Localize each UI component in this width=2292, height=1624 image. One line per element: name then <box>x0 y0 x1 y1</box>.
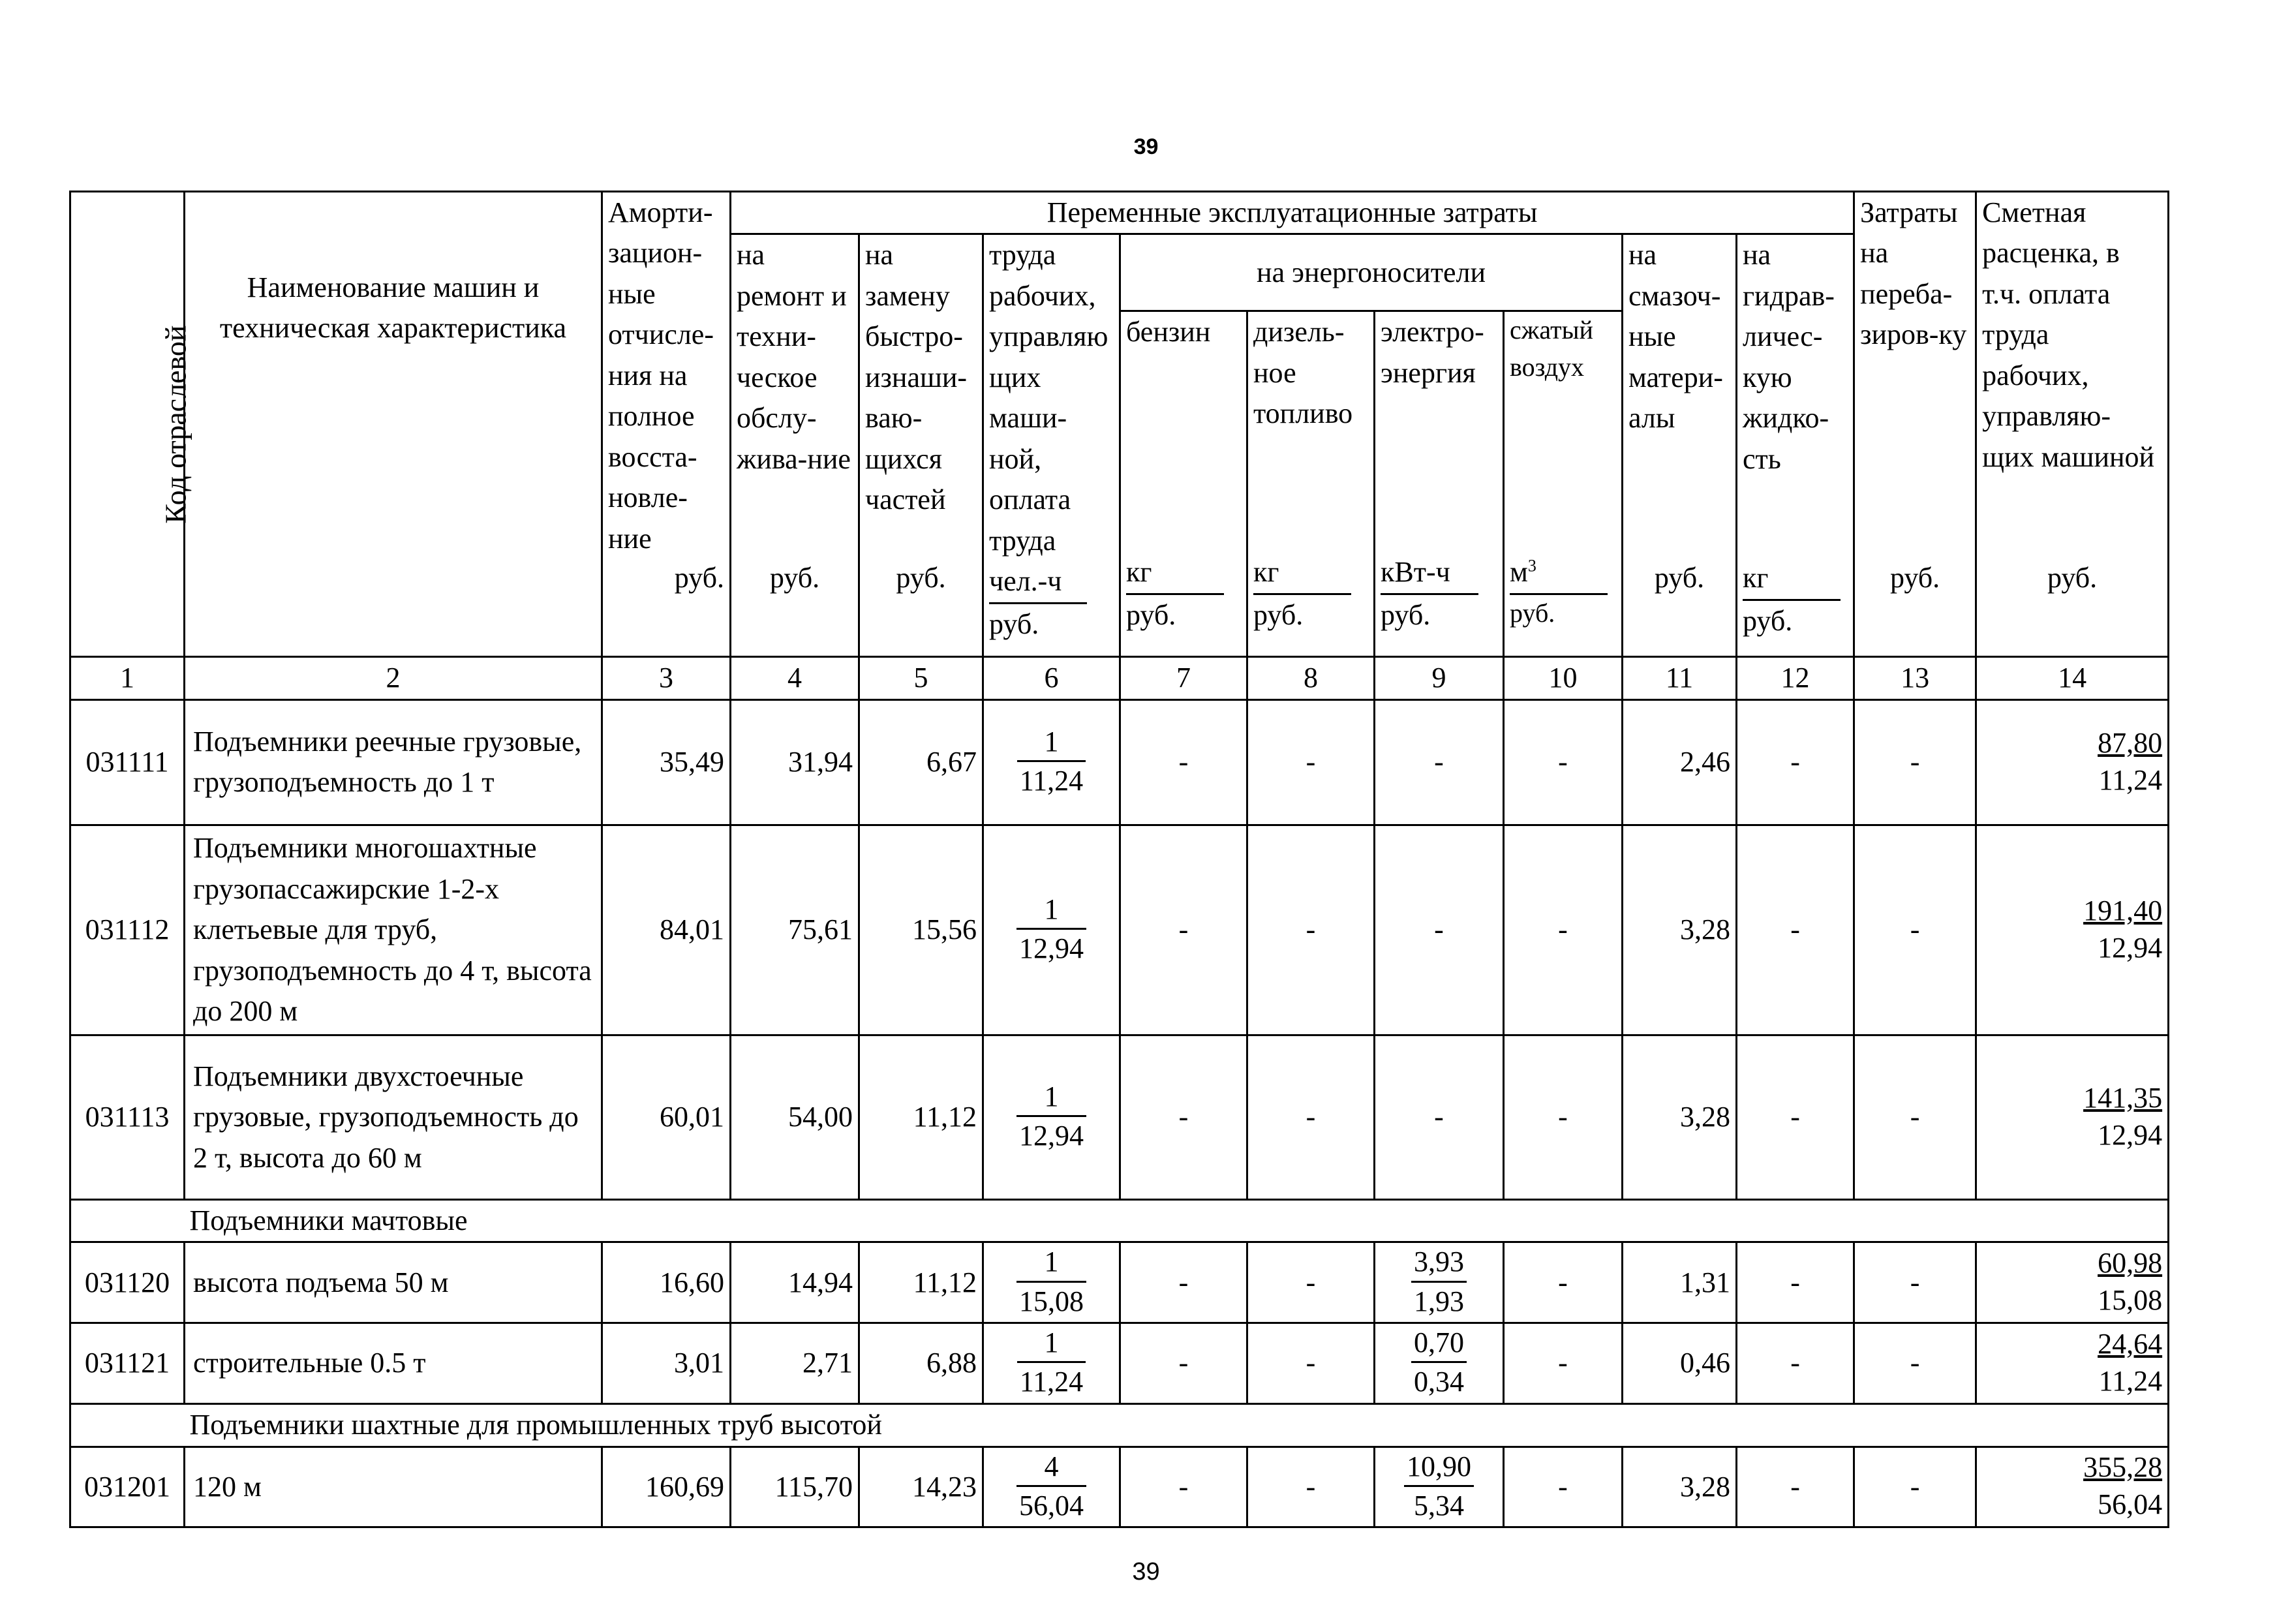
row-estimate-denominator: 12,94 <box>2098 931 2163 964</box>
header-amort: Аморти-зацион-ные отчисле-ния на полное восста-новле-ние руб. <box>602 192 731 657</box>
group-code-cell <box>70 1404 185 1447</box>
header-hydraulic-unit-den: руб. <box>1743 604 1793 637</box>
page-number-bottom: 39 <box>1132 1558 1160 1586</box>
row-name: Подъемники реечные грузовые, грузоподъемность до 1 т <box>185 699 602 825</box>
header-gasoline-unit-num: кг <box>1126 552 1224 594</box>
row-parts: 6,88 <box>859 1323 983 1404</box>
header-electric-unit-den: руб. <box>1381 598 1431 631</box>
row-estimate-denominator: 12,94 <box>2098 1118 2163 1151</box>
header-diesel: дизель-ное топливо кг руб. <box>1247 311 1375 657</box>
row-estimate-numerator: 87,80 <box>2098 726 2163 759</box>
row-parts: 11,12 <box>859 1242 983 1323</box>
row-lubricants: 3,28 <box>1623 825 1737 1035</box>
row-relocation: - <box>1854 699 1976 825</box>
row-estimate <box>1976 1323 2169 1404</box>
row-code: 031111 <box>70 699 185 825</box>
row-repair: 115,70 <box>731 1447 859 1527</box>
row-labor-numerator: 1 <box>1017 723 1086 762</box>
row-name: строительные 0.5 т <box>185 1323 602 1404</box>
row-estimate-numerator: 355,28 <box>2083 1451 2163 1484</box>
row-gasoline: - <box>1120 1035 1247 1199</box>
header-estimate-unit: руб. <box>2047 562 2098 594</box>
row-air: - <box>1504 1035 1623 1199</box>
header-amort-unit: руб. <box>674 562 724 594</box>
row-labor <box>983 1447 1120 1527</box>
row-diesel: - <box>1247 825 1375 1035</box>
row-electric-numerator: 3,93 <box>1411 1243 1467 1282</box>
header-electric: электро-энергия кВт-ч руб. <box>1375 311 1504 657</box>
row-estimate <box>1976 1447 2169 1527</box>
colnum: 2 <box>185 657 602 699</box>
row-lubricants: 0,46 <box>1623 1323 1737 1404</box>
row-labor <box>983 1242 1120 1323</box>
row-labor-denominator: 11,24 <box>1019 1366 1084 1398</box>
row-electric-denominator: 5,34 <box>1414 1489 1464 1522</box>
row-air: - <box>1504 1447 1623 1527</box>
row-estimate <box>1976 1242 2169 1323</box>
header-name: Наименование машин и техническая характеристика <box>185 192 602 657</box>
row-code: 031113 <box>70 1035 185 1199</box>
header-air-unit-den: руб. <box>1510 598 1555 628</box>
row-amort: 3,01 <box>602 1323 731 1404</box>
header-air: сжатый воздух $м^3$ руб. <box>1504 311 1623 657</box>
row-amort: 84,01 <box>602 825 731 1035</box>
row-hydraulic: - <box>1737 1242 1854 1323</box>
row-electric-denominator: 0,34 <box>1414 1366 1464 1398</box>
header-labor-unit-den: руб. <box>989 607 1039 640</box>
row-parts: 14,23 <box>859 1447 983 1527</box>
row-diesel: - <box>1247 1323 1375 1404</box>
row-diesel: - <box>1247 1035 1375 1199</box>
colnum: 9 <box>1375 657 1504 699</box>
row-air: - <box>1504 699 1623 825</box>
table-row <box>70 1242 2169 1323</box>
row-repair: 31,94 <box>731 699 859 825</box>
header-code: Код отраслевой <box>70 192 185 657</box>
table-row <box>70 1323 2169 1404</box>
row-air: - <box>1504 825 1623 1035</box>
row-labor-denominator: 12,94 <box>1019 932 1084 965</box>
colnum: 13 <box>1854 657 1976 699</box>
group-code-cell <box>70 1199 185 1242</box>
row-labor <box>983 1323 1120 1404</box>
header-relocation: Затраты на переба-зиров-ку руб. <box>1854 192 1976 657</box>
colnum: 5 <box>859 657 983 699</box>
row-estimate-numerator: 141,35 <box>2083 1081 2163 1114</box>
row-diesel: - <box>1247 1447 1375 1527</box>
row-estimate <box>1976 825 2169 1035</box>
table-row <box>70 699 2169 825</box>
row-hydraulic: - <box>1737 1323 1854 1404</box>
row-labor <box>983 1035 1120 1199</box>
row-electric <box>1375 1323 1504 1404</box>
row-code: 031120 <box>70 1242 185 1323</box>
colnum: 1 <box>70 657 185 699</box>
row-gasoline: - <box>1120 825 1247 1035</box>
row-gasoline: - <box>1120 1323 1247 1404</box>
row-labor-denominator: 12,94 <box>1019 1120 1084 1152</box>
header-air-unit-num: $м^3$ <box>1510 552 1608 594</box>
row-parts: 15,56 <box>859 825 983 1035</box>
row-lubricants: 3,28 <box>1623 1035 1737 1199</box>
colnum: 10 <box>1504 657 1623 699</box>
row-estimate-denominator: 11,24 <box>2098 1364 2163 1397</box>
header-electric-unit-num: кВт-ч <box>1381 552 1478 594</box>
row-repair: 75,61 <box>731 825 859 1035</box>
header-estimate: Сметная расценка, в т.ч. оплата труда рабочих, управляю-щих машиной руб. <box>1976 192 2169 657</box>
row-hydraulic: - <box>1737 1035 1854 1199</box>
header-variable: Переменные эксплуатационные затраты <box>731 192 1854 234</box>
colnum: 14 <box>1976 657 2169 699</box>
row-relocation: - <box>1854 1035 1976 1199</box>
row-hydraulic: - <box>1737 825 1854 1035</box>
row-electric-numerator: 10,90 <box>1404 1448 1474 1487</box>
header-hydraulic-unit-num: кг <box>1743 558 1841 600</box>
row-labor <box>983 825 1120 1035</box>
row-labor-numerator: 4 <box>1016 1448 1086 1487</box>
header-lubricants-unit: руб. <box>1654 562 1705 594</box>
row-amort: 16,60 <box>602 1242 731 1323</box>
header-repair-unit: руб. <box>769 562 820 594</box>
row-estimate <box>1976 699 2169 825</box>
row-amort: 35,49 <box>602 699 731 825</box>
header-parts-unit: руб. <box>896 562 946 594</box>
row-code: 031201 <box>70 1447 185 1527</box>
header-parts: на замену быстро-изнаши-ваю-щихся частей руб. <box>859 234 983 657</box>
row-code: 031112 <box>70 825 185 1035</box>
page-number-top: 39 <box>1133 134 1159 159</box>
row-electric-numerator: 0,70 <box>1411 1324 1467 1363</box>
row-hydraulic: - <box>1737 1447 1854 1527</box>
row-labor <box>983 699 1120 825</box>
colnum: 8 <box>1247 657 1375 699</box>
row-name: Подъемники двухстоечные грузовые, грузоподъемность до 2 т, высота до 60 м <box>185 1035 602 1199</box>
row-gasoline: - <box>1120 699 1247 825</box>
header-diesel-unit-num: кг <box>1253 552 1351 594</box>
header-repair: на ремонт и техни-ческое обслу-жива-ние руб. <box>731 234 859 657</box>
header-lubricants: на смазоч-ные матери-алы руб. <box>1623 234 1737 657</box>
row-estimate <box>1976 1035 2169 1199</box>
row-relocation: - <box>1854 1447 1976 1527</box>
row-name: высота подъема 50 м <box>185 1242 602 1323</box>
row-lubricants: 2,46 <box>1623 699 1737 825</box>
group-title: Подъемники мачтовые <box>185 1199 2169 1242</box>
row-labor-numerator: 1 <box>1016 1243 1086 1282</box>
row-estimate-numerator: 24,64 <box>2098 1327 2163 1360</box>
row-amort: 160,69 <box>602 1447 731 1527</box>
colnum: 12 <box>1737 657 1854 699</box>
row-lubricants: 1,31 <box>1623 1242 1737 1323</box>
row-amort: 60,01 <box>602 1035 731 1199</box>
row-relocation: - <box>1854 1323 1976 1404</box>
row-electric: - <box>1375 1035 1504 1199</box>
colnum: 6 <box>983 657 1120 699</box>
header-energy: на энергоносители <box>1120 234 1623 311</box>
row-diesel: - <box>1247 1242 1375 1323</box>
row-lubricants: 3,28 <box>1623 1447 1737 1527</box>
row-gasoline: - <box>1120 1242 1247 1323</box>
header-labor: труда рабочих, управляю щих маши-ной, оплата труда чел.-ч руб. <box>983 234 1120 657</box>
group-title: Подъемники шахтные для промышленных труб высотой <box>185 1404 2169 1447</box>
row-name: Подъемники многошахтные грузопассажирские 1-2-х клетьевые для труб, грузоподъемность до 4 т, высота до 200 м <box>185 825 602 1035</box>
colnum: 11 <box>1623 657 1737 699</box>
row-air: - <box>1504 1323 1623 1404</box>
header-hydraulic: на гидрав-личес-кую жидко-сть кг руб. <box>1737 234 1854 657</box>
row-repair: 14,94 <box>731 1242 859 1323</box>
row-repair: 2,71 <box>731 1323 859 1404</box>
row-electric-denominator: 1,93 <box>1414 1285 1464 1317</box>
table-body <box>70 699 2169 1527</box>
row-labor-denominator: 15,08 <box>1019 1285 1084 1317</box>
row-code: 031121 <box>70 1323 185 1404</box>
header-gasoline-unit-den: руб. <box>1126 598 1176 631</box>
header-gasoline: бензин кг руб. <box>1120 311 1247 657</box>
row-relocation: - <box>1854 1242 1976 1323</box>
row-labor-denominator: 11,24 <box>1019 765 1084 797</box>
row-labor-numerator: 1 <box>1017 1324 1086 1363</box>
row-parts: 6,67 <box>859 699 983 825</box>
machine-cost-table <box>69 191 2169 1528</box>
row-name: 120 м <box>185 1447 602 1527</box>
row-labor-denominator: 56,04 <box>1019 1489 1084 1522</box>
column-numbers-row <box>70 657 2169 699</box>
row-relocation: - <box>1854 825 1976 1035</box>
header-diesel-unit-den: руб. <box>1253 598 1304 631</box>
group-row <box>70 1404 2169 1447</box>
colnum: 4 <box>731 657 859 699</box>
row-estimate-numerator: 60,98 <box>2098 1246 2163 1279</box>
row-labor-numerator: 1 <box>1016 891 1086 930</box>
row-air: - <box>1504 1242 1623 1323</box>
table-row <box>70 1447 2169 1527</box>
row-estimate-denominator: 15,08 <box>2098 1284 2163 1317</box>
row-diesel: - <box>1247 699 1375 825</box>
row-repair: 54,00 <box>731 1035 859 1199</box>
header-relocation-unit: руб. <box>1889 562 1940 594</box>
row-parts: 11,12 <box>859 1035 983 1199</box>
row-gasoline: - <box>1120 1447 1247 1527</box>
table-row <box>70 1035 2169 1199</box>
row-estimate-denominator: 56,04 <box>2098 1488 2163 1521</box>
row-estimate-numerator: 191,40 <box>2083 894 2163 927</box>
row-electric: - <box>1375 825 1504 1035</box>
group-row <box>70 1199 2169 1242</box>
row-estimate-denominator: 11,24 <box>2098 763 2163 796</box>
header-labor-unit-num: чел.-ч <box>989 561 1087 604</box>
colnum: 3 <box>602 657 731 699</box>
colnum: 7 <box>1120 657 1247 699</box>
row-hydraulic: - <box>1737 699 1854 825</box>
row-labor-numerator: 1 <box>1016 1078 1086 1117</box>
table-row <box>70 825 2169 1035</box>
row-electric <box>1375 1447 1504 1527</box>
row-electric: - <box>1375 699 1504 825</box>
row-electric <box>1375 1242 1504 1323</box>
